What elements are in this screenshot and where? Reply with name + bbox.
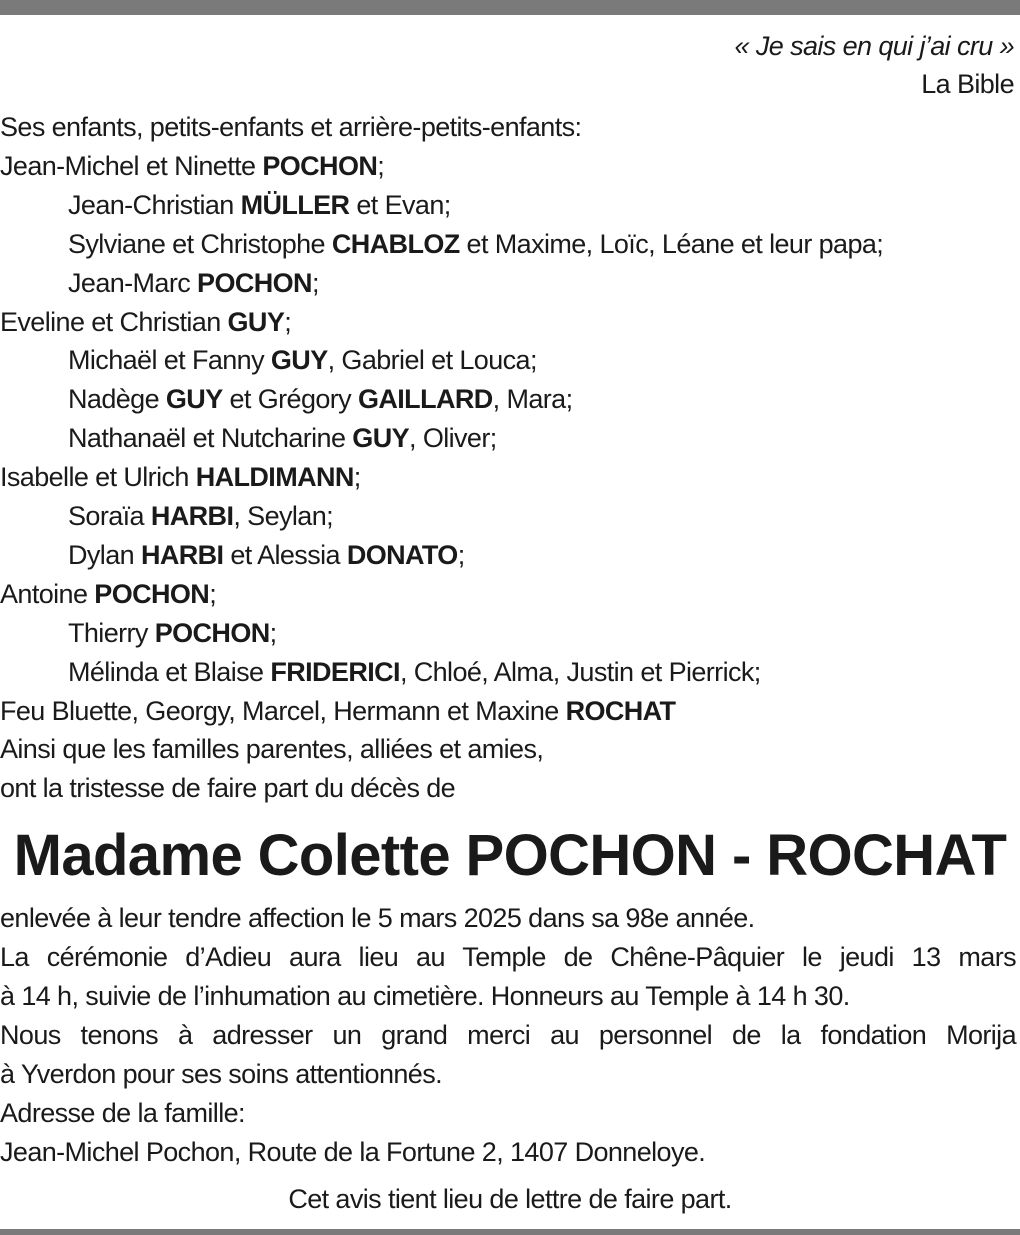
surname: GUY [227, 306, 285, 337]
text-segment: Eveline et Christian [0, 306, 228, 337]
family-member-line [68, 186, 451, 224]
text-segment: Soraïa [68, 501, 151, 531]
family-line [0, 108, 581, 146]
text-segment: Jean-Marc [68, 267, 198, 298]
text-segment: Isabelle et Ulrich [0, 462, 196, 493]
text-segment: , Oliver; [409, 423, 497, 454]
text-segment: Feu Bluette, Georgy, Marcel, Hermann et Maxine [0, 695, 566, 726]
family-member-line [68, 380, 572, 418]
text-segment: , Chloé, Alma, Justin et Pierrick; [399, 656, 761, 687]
surname: GUY [352, 423, 410, 454]
top-rule [0, 0, 1020, 15]
surname: HARBI [150, 501, 234, 531]
text-segment: et Maxime, Loïc, Léane et leur papa; [459, 228, 884, 259]
detail-line: Adresse de la famille: [0, 1098, 245, 1128]
surname: GUY [165, 384, 223, 415]
surname: GUY [270, 345, 328, 376]
text-segment: Jean-Christian [68, 189, 241, 220]
family-member-line [68, 264, 319, 302]
text-segment: et Evan; [349, 189, 451, 220]
detail-line: La cérémonie d’Adieu aura lieu au Temple de Chêne-Pâquier le jeudi 13 mars [0, 942, 1016, 972]
family-member-line [68, 497, 333, 535]
family-member-line [68, 341, 537, 379]
epigraph-quote: « Je sais en qui j’ai cru » [734, 31, 1014, 61]
epigraph-source: La Bible [921, 69, 1014, 99]
bottom-rule [0, 1229, 1020, 1235]
text-segment: ; [457, 539, 465, 570]
family-line [0, 303, 291, 341]
text-segment: Nathanaël et Nutcharine [68, 423, 353, 454]
family-line [0, 769, 455, 807]
deceased-name: Madame Colette POCHON - ROCHAT [13, 823, 1007, 888]
text-segment: et Alessia [223, 539, 347, 570]
text-segment: et Grégory [222, 384, 358, 415]
text-segment: Thierry [68, 617, 155, 648]
family-member-line [68, 614, 277, 652]
text-segment: , Gabriel et Louca; [327, 345, 537, 376]
detail-line: Jean-Michel Pochon, Route de la Fortune 2, 1407 Donneloye. [0, 1137, 706, 1167]
detail-line: enlevée à leur tendre affection le 5 mars 2025 dans sa 98e année. [0, 903, 755, 933]
text-segment: Antoine [0, 578, 95, 609]
surname: HALDIMANN [195, 462, 354, 493]
surname: MÜLLER [240, 189, 350, 220]
text-segment: ; [269, 617, 277, 648]
family-member-line [68, 653, 761, 691]
surname: POCHON [197, 267, 312, 298]
detail-line: Nous tenons à adresser un grand merci au personnel de la fondation Morija [0, 1020, 1016, 1050]
surname: POCHON [154, 617, 270, 648]
detail-line: à 14 h, suivie de l’inhumation au cimetière. Honneurs au Temple à 14 h 30. [0, 981, 850, 1011]
family-member-line [68, 419, 497, 457]
text-segment: ; [353, 462, 361, 493]
surname: ROCHAT [565, 695, 676, 726]
text-segment: ; [209, 578, 217, 609]
epigraph [735, 27, 1014, 103]
text-segment: Mélinda et Blaise [68, 656, 271, 687]
text-segment: Dylan [68, 539, 141, 570]
family-line [0, 458, 361, 496]
text-segment: Sylviane et Christophe [68, 228, 332, 259]
surname: HARBI [140, 539, 224, 570]
text-segment: ; [284, 306, 292, 337]
family-line [0, 692, 675, 730]
surname: CHABLOZ [331, 228, 460, 259]
family-member-line [68, 536, 465, 574]
text-segment: Nadège [68, 384, 166, 415]
family-line [0, 575, 216, 613]
text-segment: , Seylan; [233, 501, 334, 531]
text-segment: ; [377, 150, 385, 181]
surname: DONATO [346, 539, 458, 570]
text-segment: , Mara; [492, 384, 573, 415]
text-segment: ont la tristesse de faire part du décès de [0, 773, 456, 804]
text-segment: Michaël et Fanny [68, 345, 271, 376]
family-line [0, 147, 384, 185]
text-segment: Jean-Michel et Ninette [0, 150, 263, 181]
family-line [0, 730, 543, 768]
surname: POCHON [262, 150, 378, 181]
text-segment: ; [311, 267, 319, 298]
surname: POCHON [94, 578, 210, 609]
text-segment: Ses enfants, petits-enfants et arrière-petits-enfants: [0, 112, 582, 142]
text-segment: Ainsi que les familles parentes, alliées et amies, [0, 734, 544, 765]
surname: GAILLARD [357, 384, 493, 415]
family-member-line [68, 225, 883, 263]
closing-note: Cet avis tient lieu de lettre de faire part. [288, 1184, 732, 1214]
detail-line: à Yverdon pour ses soins attentionnés. [0, 1059, 443, 1089]
surname: FRIDERICI [270, 656, 400, 687]
